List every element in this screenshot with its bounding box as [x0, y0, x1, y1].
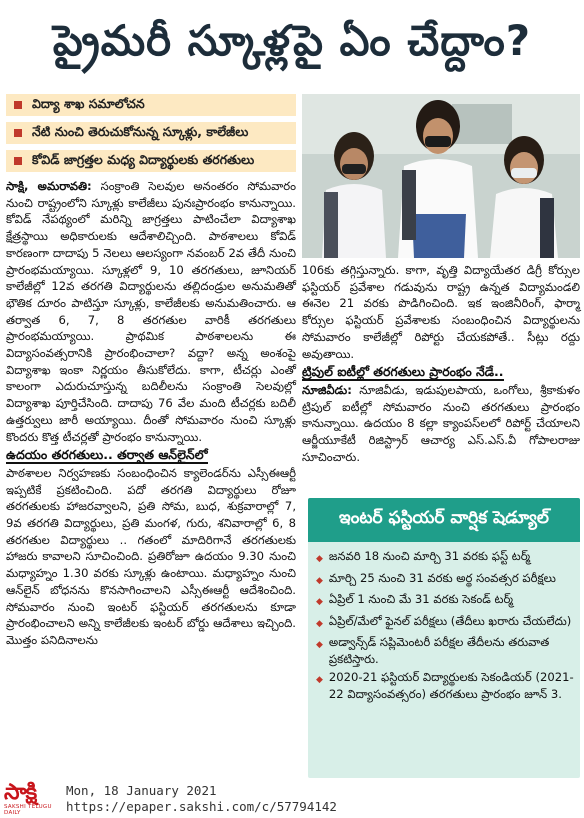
schedule-list — [308, 548, 580, 702]
article-left-column — [6, 178, 296, 649]
highlight-item — [6, 122, 296, 144]
bullet-square-icon — [14, 157, 22, 165]
epaper-link[interactable]: https://epaper.sakshi.com/c/57794142 — [66, 799, 337, 814]
diamond-bullet-icon: ◆ — [316, 640, 323, 650]
schedule-item — [316, 591, 574, 611]
schedule-item-text: జనవరి 18 నుంచి మార్చి 31 వరకు ఫస్ట్ టర్మ్ — [328, 549, 531, 563]
schedule-item — [316, 634, 574, 667]
logo-text: సాక్షి — [4, 780, 37, 805]
paragraph-text: 106కు తగ్గిస్తున్నారు. కాగా, వృత్తి విద్యాయేతర డిగ్రీ కోర్సుల ఫస్టియర్ ప్రవేశాల గడువును రాష్ట్ర ఉన్నత విద్యామండలి ఈనెల 21 వరకు పొడిగించింది. ఇక ఇంజినీరింగ్, ఫార్మా కోర్సుల ఫస్టియర్ ప్రవేశాలకు సంబంధించిన విద్యార్థులను సోమవారం కాలేజీల్లో రిపోర్టు చేయకపోతే.. సీట్లు రద్దు అవుతాయి. — [302, 263, 580, 361]
article-right-column — [302, 262, 580, 465]
publication-date: Mon, 18 January 2021 — [66, 783, 217, 798]
footer — [0, 780, 584, 818]
subheading-text: ఉదయం తరగతులు.. తర్వాత ఆన్‌లైన్‌లో — [6, 447, 208, 463]
highlight-item — [6, 94, 296, 116]
diamond-bullet-icon: ◆ — [316, 575, 323, 586]
article-paragraph — [302, 382, 580, 466]
schedule-item-text: అడ్వాన్స్‌డ్ సప్లిమెంటరీ పరీక్షల తేదీలను తరువాత ప్రకటిస్తారు. — [328, 635, 550, 666]
schedule-title: ఇంటర్ ఫస్టియర్ వార్షిక షెడ్యూల్ — [308, 498, 580, 542]
diamond-bullet-icon: ◆ — [316, 675, 323, 685]
paragraph-text: పాఠశాలల నిర్వహణకు సంబంధించిన క్యాలెండర్‌ను ఎస్సీఈఆర్టీ ఇప్పటికే ప్రకటించింది. పదో తరగతి విద్యార్థులు రోజూ తరగతులకు హాజరవ్వాలని, ప్రతి సోమ, బుధ, శుక్రవారాల్లో 7, 9వ తరగతి విద్యార్థులు, ప్రతి మంగళ, గురు, శనివారాల్లో 6, 8 తరగతుల విద్యార్థులు .. గతంలో మాదిరిగానే తరగతులకు హాజరు కావాలని సూచించింది. ప్రతిరోజూ ఉదయం 9.30 నుంచి మధ్యాహ్నం 1.30 వరకు స్కూళ్లు ఉంటాయి. మధ్యాహ్నం నుంచి ఆన్‌లైన్ బోధనను కొనసాగించాలని ఎస్సీఈఆర్టీ ఆదేశించింది. సోమవారం నుంచి ఇంటర్ ఫస్టియర్ తరగతులను కూడా ప్రారంభించాలని అన్ని కాలేజీలకు ఇంటర్ బోర్డు ఆదేశాలు ఇచ్చింది. మొత్తం పనిదినాలను — [6, 465, 296, 647]
highlight-text: నేటి నుంచి తెరుచుకోనున్న స్కూళ్లు, కాలేజీలు — [32, 123, 249, 139]
schedule-item — [316, 613, 574, 633]
schedule-item-text: ఏప్రిల్/మేలో ఫైనల్ పరీక్షలు (తేదీలు ఖరారు చేయలేదు) — [328, 613, 572, 628]
highlight-list — [6, 94, 296, 178]
headline: ప్రైమరీ స్కూళ్లపై ఏం చేద్దాం? — [52, 16, 532, 65]
paragraph-text: నూజివీడు, ఇడుపులపాయ, ఒంగోలు, శ్రీకాకుళం ట్రిపుల్ ఐటీల్లో సోమవారం నుంచి తరగతులు ప్రారంభం కానున్నాయి. ఉదయం 8 కల్లా క్యాంపస్‌లలో రిపోర్ట్ చేయాలని ఆర్జీయూకేటీ రిజిస్ట్రార్ ఆచార్య ఎస్.ఎస్.వీ గోపాలరాజు సూచించారు. — [302, 382, 581, 464]
highlight-item — [6, 150, 296, 172]
dateline: నూజివీడు: — [302, 382, 352, 397]
students-photo — [302, 94, 580, 258]
bullet-square-icon — [14, 101, 22, 109]
subheading-text: ట్రిపుల్ ఐటీల్లో తరగతులు ప్రారంభం నేడే.. — [302, 364, 504, 380]
highlight-text: కోవిడ్ జాగ్రత్తల మధ్య విద్యార్థులకు తరగతులు — [32, 151, 255, 167]
schedule-item — [316, 669, 574, 702]
schedule-item — [316, 570, 574, 590]
schedule-item-text: మార్చి 25 నుంచి 31 వరకు అర్థ సంవత్సర పరీక్షలు — [328, 570, 556, 585]
section-subheading — [302, 364, 580, 381]
article-paragraph — [6, 178, 296, 445]
schedule-item — [316, 548, 574, 568]
schedule-item-text: 2020-21 ఫస్టియర్ విద్యార్థులకు సెకండియర్ (2021-22 విద్యాసంవత్సరం) తరగతులు ప్రారంభం జూన్ 3. — [328, 670, 574, 701]
logo-subtitle: SAKSHI TELUGU DAILY — [4, 804, 52, 816]
students-illustration — [302, 94, 580, 258]
sakshi-logo — [4, 782, 60, 814]
bullet-square-icon — [14, 129, 22, 137]
schedule-box — [308, 498, 580, 778]
article-paragraph — [6, 465, 296, 649]
diamond-bullet-icon: ◆ — [316, 554, 323, 564]
schedule-item-text: ఏప్రిల్ 1 నుంచి మే 31 వరకు సెకండ్ టర్మ్ — [328, 592, 513, 606]
highlight-text: విద్యా శాఖ సమాలోచన — [32, 95, 145, 111]
dateline: సాక్షి, అమరావతి: — [6, 179, 92, 193]
diamond-bullet-icon: ◆ — [316, 618, 323, 629]
paragraph-text: సంక్రాంతి సెలవుల అనంతరం సోమవారం నుంచి రాష్ట్రంలోని స్కూళ్లు కాలేజీలు పునఃప్రారంభం కానున్నాయి. కోవిడ్ నేపథ్యంలో మరిన్ని జాగ్రత్తలు పాటించేలా విద్యాశాఖ క్షేత్రస్థాయి అధికారులకు ఆదేశాలిచ్చింది. పాఠశాలలు కోవిడ్ కారణంగా దాదాపు 5 నెలలు ఆలస్యంగా నవంబర్ 2వ తేదీ నుంచి ప్రారంభమయ్యాయి. స్కూళ్లలో 9, 10 తరగతులు, జూనియర్ కాలేజీల్లో 12వ తరగతి విద్యార్థులను తల్లిదండ్రుల అనుమతితో భౌతిక దూరం పాటిస్తూ స్కూళ్లు, కాలేజీలకు అనుమతించారు. ఆ తర్వాత 6, 7, 8 తరగతుల వారికీ తరగతులు ప్రారంభమయ్యాయి. ప్రాథమిక పాఠశాలలను ఈ విద్యాసంవత్సరానికి ప్రారంభించాలా? వద్దా? అన్న అంశంపై విద్యాశాఖ ఇంకా నిర్ణయం తీసుకోలేదు. కాగా, టీచర్లు ఎంతో కాలంగా ఎదురుచూస్తున్న బదిలీలను సంక్రాంతి సెలవుల్లో విద్యాశాఖ పూర్తిచేసింది. దాదాపు 76 వేల మంది టీచర్లకు బదిలీ ఉత్తర్వులు జారీ అయ్యాయి. దీంతో సోమవారం నుంచి స్కూళ్లు కొందరు కొత్త టీచర్లతో ప్రారంభం కానున్నాయి. — [6, 179, 296, 444]
diamond-bullet-icon: ◆ — [316, 597, 323, 607]
article-paragraph — [302, 262, 580, 362]
section-subheading — [6, 447, 296, 464]
